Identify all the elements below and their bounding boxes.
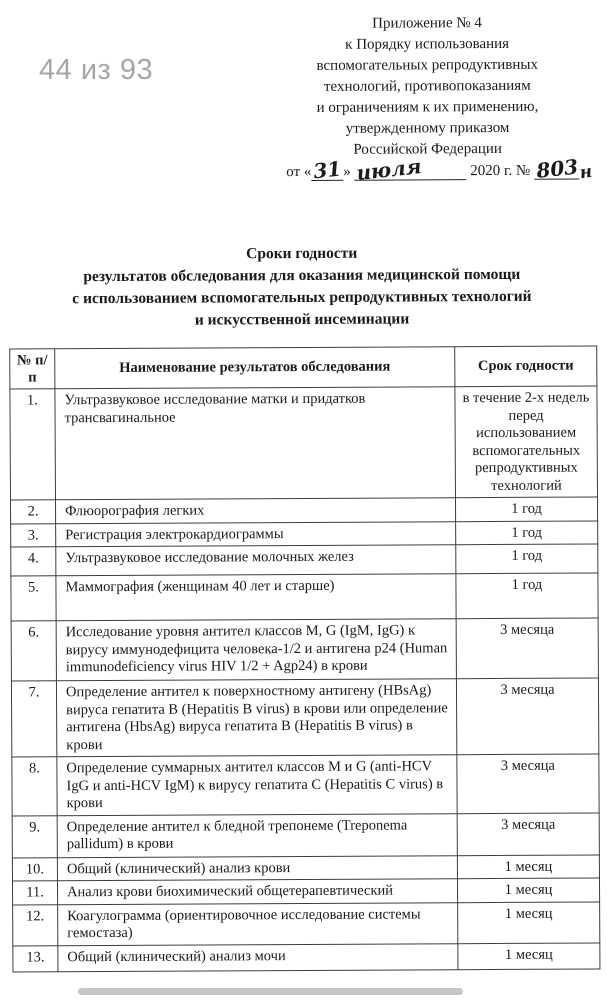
row-number-cell: 6.: [11, 621, 56, 681]
validity-period-cell: 1 год: [456, 544, 598, 574]
validity-period-cell: 1 месяц: [457, 878, 599, 902]
horizontal-scrollbar-thumb[interactable]: [78, 988, 463, 995]
row-number-cell: 12.: [13, 904, 58, 945]
table-row: [12, 754, 599, 816]
title-line: Сроки годности: [246, 244, 358, 263]
row-number-cell: 5.: [11, 576, 56, 621]
handwritten-month-underline: [354, 154, 466, 186]
row-number-cell: 3.: [11, 523, 56, 547]
handwritten-number-underline: [534, 154, 580, 183]
validity-period-cell: 3 месяца: [457, 812, 599, 855]
examination-name-cell: Определение антител к поверхностному антигену (HBsAg) вируса гепатита B (Hepatitis B virus) в крови или определение антигена (HbsAg) вируса гепатита B (Hepatitis B virus) в крови: [56, 679, 456, 757]
row-number-cell: 8.: [12, 757, 57, 816]
header-line: вспомогательных репродуктивных: [316, 56, 538, 74]
page-counter: 44 из 93: [39, 54, 154, 86]
document-header: [249, 12, 605, 186]
table-row: [12, 812, 599, 857]
validity-period-cell: 1 год: [456, 520, 598, 544]
handwritten-number-suffix: н: [578, 161, 594, 184]
examination-name-cell: Флюорография легких: [55, 498, 455, 524]
examination-name-cell: Коагулограмма (ориентировочное исследование системы гемостаза): [58, 902, 458, 945]
row-number-cell: 10.: [12, 857, 57, 881]
table-row: [11, 678, 598, 757]
row-number-cell: 4.: [11, 547, 56, 576]
table-row: [11, 520, 598, 547]
examination-name-cell: Определение антител к бледной трепонеме (Treponema pallidum) в крови: [57, 813, 457, 857]
header-line: Приложение № 4: [372, 15, 482, 32]
validity-period-cell: 3 месяца: [457, 754, 599, 813]
validity-period-cell: 1 год: [456, 573, 598, 619]
examination-name-cell: Ультразвуковое исследование матки и придатков трансвагинальное: [55, 387, 456, 500]
table-header-row: [10, 346, 597, 389]
examination-name-cell: Ультразвуковое исследование молочных желез: [56, 545, 456, 576]
column-header-number: № п/п: [10, 349, 55, 389]
validity-table: [9, 345, 600, 972]
header-line: и ограничениям к их применению,: [316, 98, 539, 116]
order-date-line: [250, 154, 605, 186]
validity-period-cell: 1 месяц: [457, 854, 599, 878]
row-number-cell: 9.: [12, 815, 57, 857]
table-row: [10, 497, 597, 524]
examination-name-cell: Общий (клинический) анализ мочи: [58, 943, 458, 971]
examination-name-cell: Регистрация электрокардиограммы: [56, 521, 456, 547]
header-line: к Порядку использования: [345, 35, 510, 53]
row-number-cell: 13.: [13, 945, 58, 971]
date-close-quote: »: [343, 163, 351, 180]
row-number-cell: 2.: [10, 500, 55, 524]
date-prefix: от «: [286, 163, 312, 181]
examination-name-cell: Маммография (женщинам 40 лет и старше): [56, 574, 456, 621]
examination-name-cell: Исследование уровня антител классов M, G (IgM, IgG) к вирусу иммунодефицита человека-1/2 и антигена p24 (Human immunodeficiency virus HIV 1/2 + Agp24) в крови: [56, 619, 456, 681]
title-line: с использованием вспомогательных репродуктивных технологий: [72, 287, 532, 308]
date-year-part: 2020 г. №: [470, 162, 531, 180]
table-row: [13, 942, 600, 971]
examination-name-cell: Анализ крови биохимический общетерапевтический: [57, 879, 457, 905]
validity-period-cell: 1 месяц: [458, 942, 600, 969]
handwritten-day: 31: [312, 156, 343, 184]
validity-period-cell: в течение 2-х недель перед использованием вспомогательных репродуктивных технологий: [455, 386, 598, 498]
table-row: [13, 901, 600, 945]
document-title: [7, 241, 597, 332]
header-line: технологий, противопоказаниям: [323, 77, 531, 95]
validity-period-cell: 1 год: [455, 497, 597, 521]
row-number-cell: 7.: [11, 681, 56, 757]
table-row: [10, 386, 598, 500]
table-row: [11, 573, 598, 621]
table-row: [12, 854, 599, 881]
examination-name-cell: Общий (клинический) анализ крови: [57, 855, 457, 881]
examination-name-cell: Определение суммарных антител классов M и G (anti-HCV IgG и anti-HCV IgM) к вирусу гепатита C (Hepatitis C virus) в крови: [57, 755, 457, 816]
validity-period-cell: 1 месяц: [458, 901, 600, 943]
column-header-validity: Срок годности: [455, 346, 597, 387]
handwritten-month: июля: [355, 154, 423, 186]
row-number-cell: 11.: [12, 881, 57, 905]
column-header-name: Наименование результатов обследования: [55, 347, 455, 389]
table-row: [11, 544, 598, 576]
validity-period-cell: 3 месяца: [456, 618, 598, 679]
handwritten-order-number: 803: [534, 154, 580, 183]
title-line: результатов обследования для оказания медицинской помощи: [83, 265, 521, 286]
table-row: [11, 618, 598, 681]
row-number-cell: 1.: [10, 389, 56, 500]
table-row: [12, 878, 599, 905]
header-line: утвержденному приказом: [345, 119, 510, 137]
header-line: Российской Федерации: [353, 140, 502, 158]
title-line: и искусственной инсеминации: [194, 310, 410, 329]
validity-period-cell: 3 месяца: [456, 678, 598, 755]
handwritten-day-underline: [311, 156, 343, 184]
